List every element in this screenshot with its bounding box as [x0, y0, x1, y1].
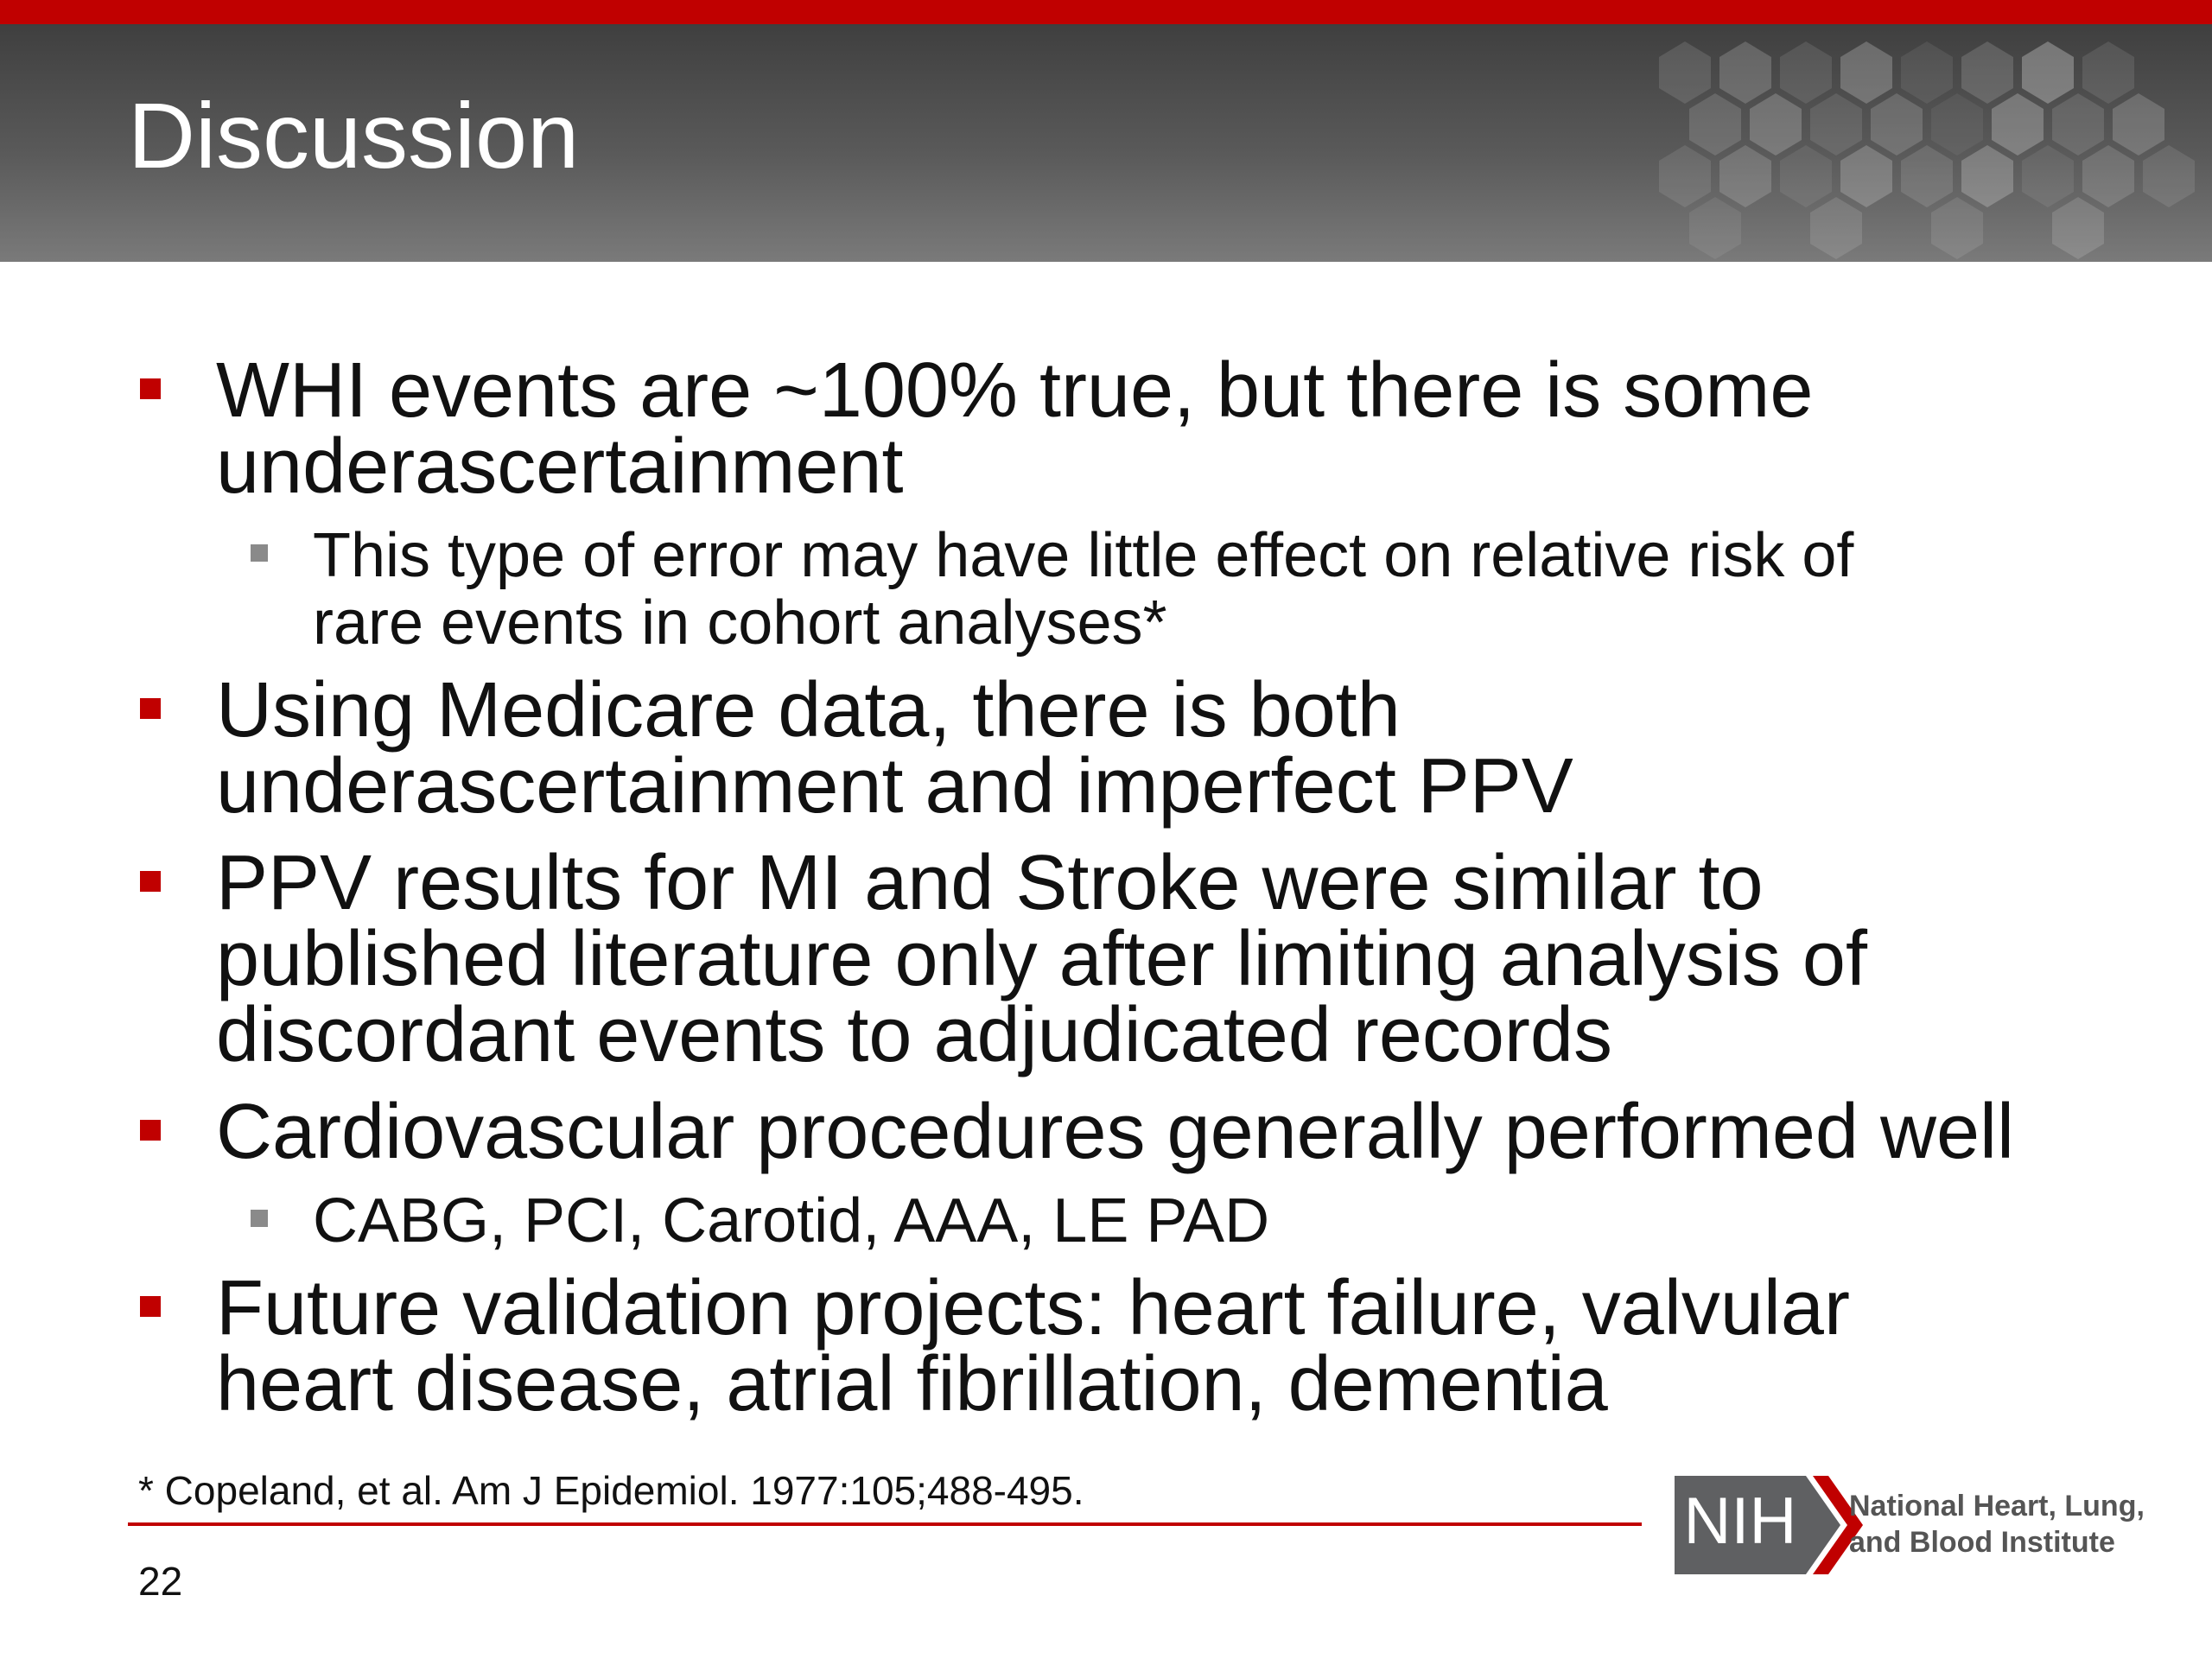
sub-bullet-item	[313, 1187, 2041, 1255]
logo-text-line: National Heart, Lung,	[1849, 1490, 2145, 1522]
logo-text-line: and Blood Institute	[1849, 1526, 2115, 1559]
sub-bullet-item	[313, 522, 2041, 657]
bullet-line: Future validation projects: heart failure, valvular	[216, 1265, 1850, 1351]
bullet-line: underascertainment and imperfect PPV	[216, 743, 1573, 830]
sub-bullet-line: rare events in cohort analyses*	[313, 588, 1167, 658]
square-bullet-icon	[140, 871, 161, 892]
bullet-line: PPV results for MI and Stroke were similar to	[216, 840, 1764, 926]
bullet-item	[216, 347, 2117, 510]
bullet-item	[216, 1089, 2117, 1175]
sub-bullet-line: This type of error may have little effect on relative risk of	[313, 521, 1854, 590]
slide-title: Discussion	[128, 83, 580, 188]
bullet-line: heart disease, atrial fibrillation, dementia	[216, 1341, 1608, 1427]
square-bullet-icon	[140, 698, 161, 719]
bullet-item	[216, 1265, 2117, 1427]
square-bullet-icon	[140, 1120, 161, 1141]
nih-logo-text	[1849, 1488, 2145, 1560]
bullet-line: WHI events are ~100% true, but there is some	[216, 347, 1814, 434]
square-bullet-icon	[140, 1296, 161, 1317]
page-number: 22	[138, 1559, 183, 1604]
footer-divider	[128, 1522, 1642, 1526]
sub-bullet-line: CABG, PCI, Carotid, AAA, LE PAD	[313, 1186, 1270, 1255]
bullet-line: Using Medicare data, there is both	[216, 667, 1401, 753]
nih-logo-mark: NIH	[1683, 1484, 1797, 1558]
bullet-line: underascertainment	[216, 423, 904, 510]
square-bullet-icon	[140, 378, 161, 399]
square-bullet-icon	[251, 544, 268, 562]
bullet-item	[216, 840, 2117, 1078]
bullet-item	[216, 667, 2117, 830]
bullet-line: Cardiovascular procedures generally performed well	[216, 1089, 2014, 1175]
bullet-line: discordant events to adjudicated records	[216, 992, 1612, 1078]
bullet-line: published literature only after limiting analysis of	[216, 916, 1867, 1002]
citation-footnote: * Copeland, et al. Am J Epidemiol. 1977:105;488-495.	[138, 1468, 1084, 1513]
square-bullet-icon	[251, 1210, 268, 1227]
